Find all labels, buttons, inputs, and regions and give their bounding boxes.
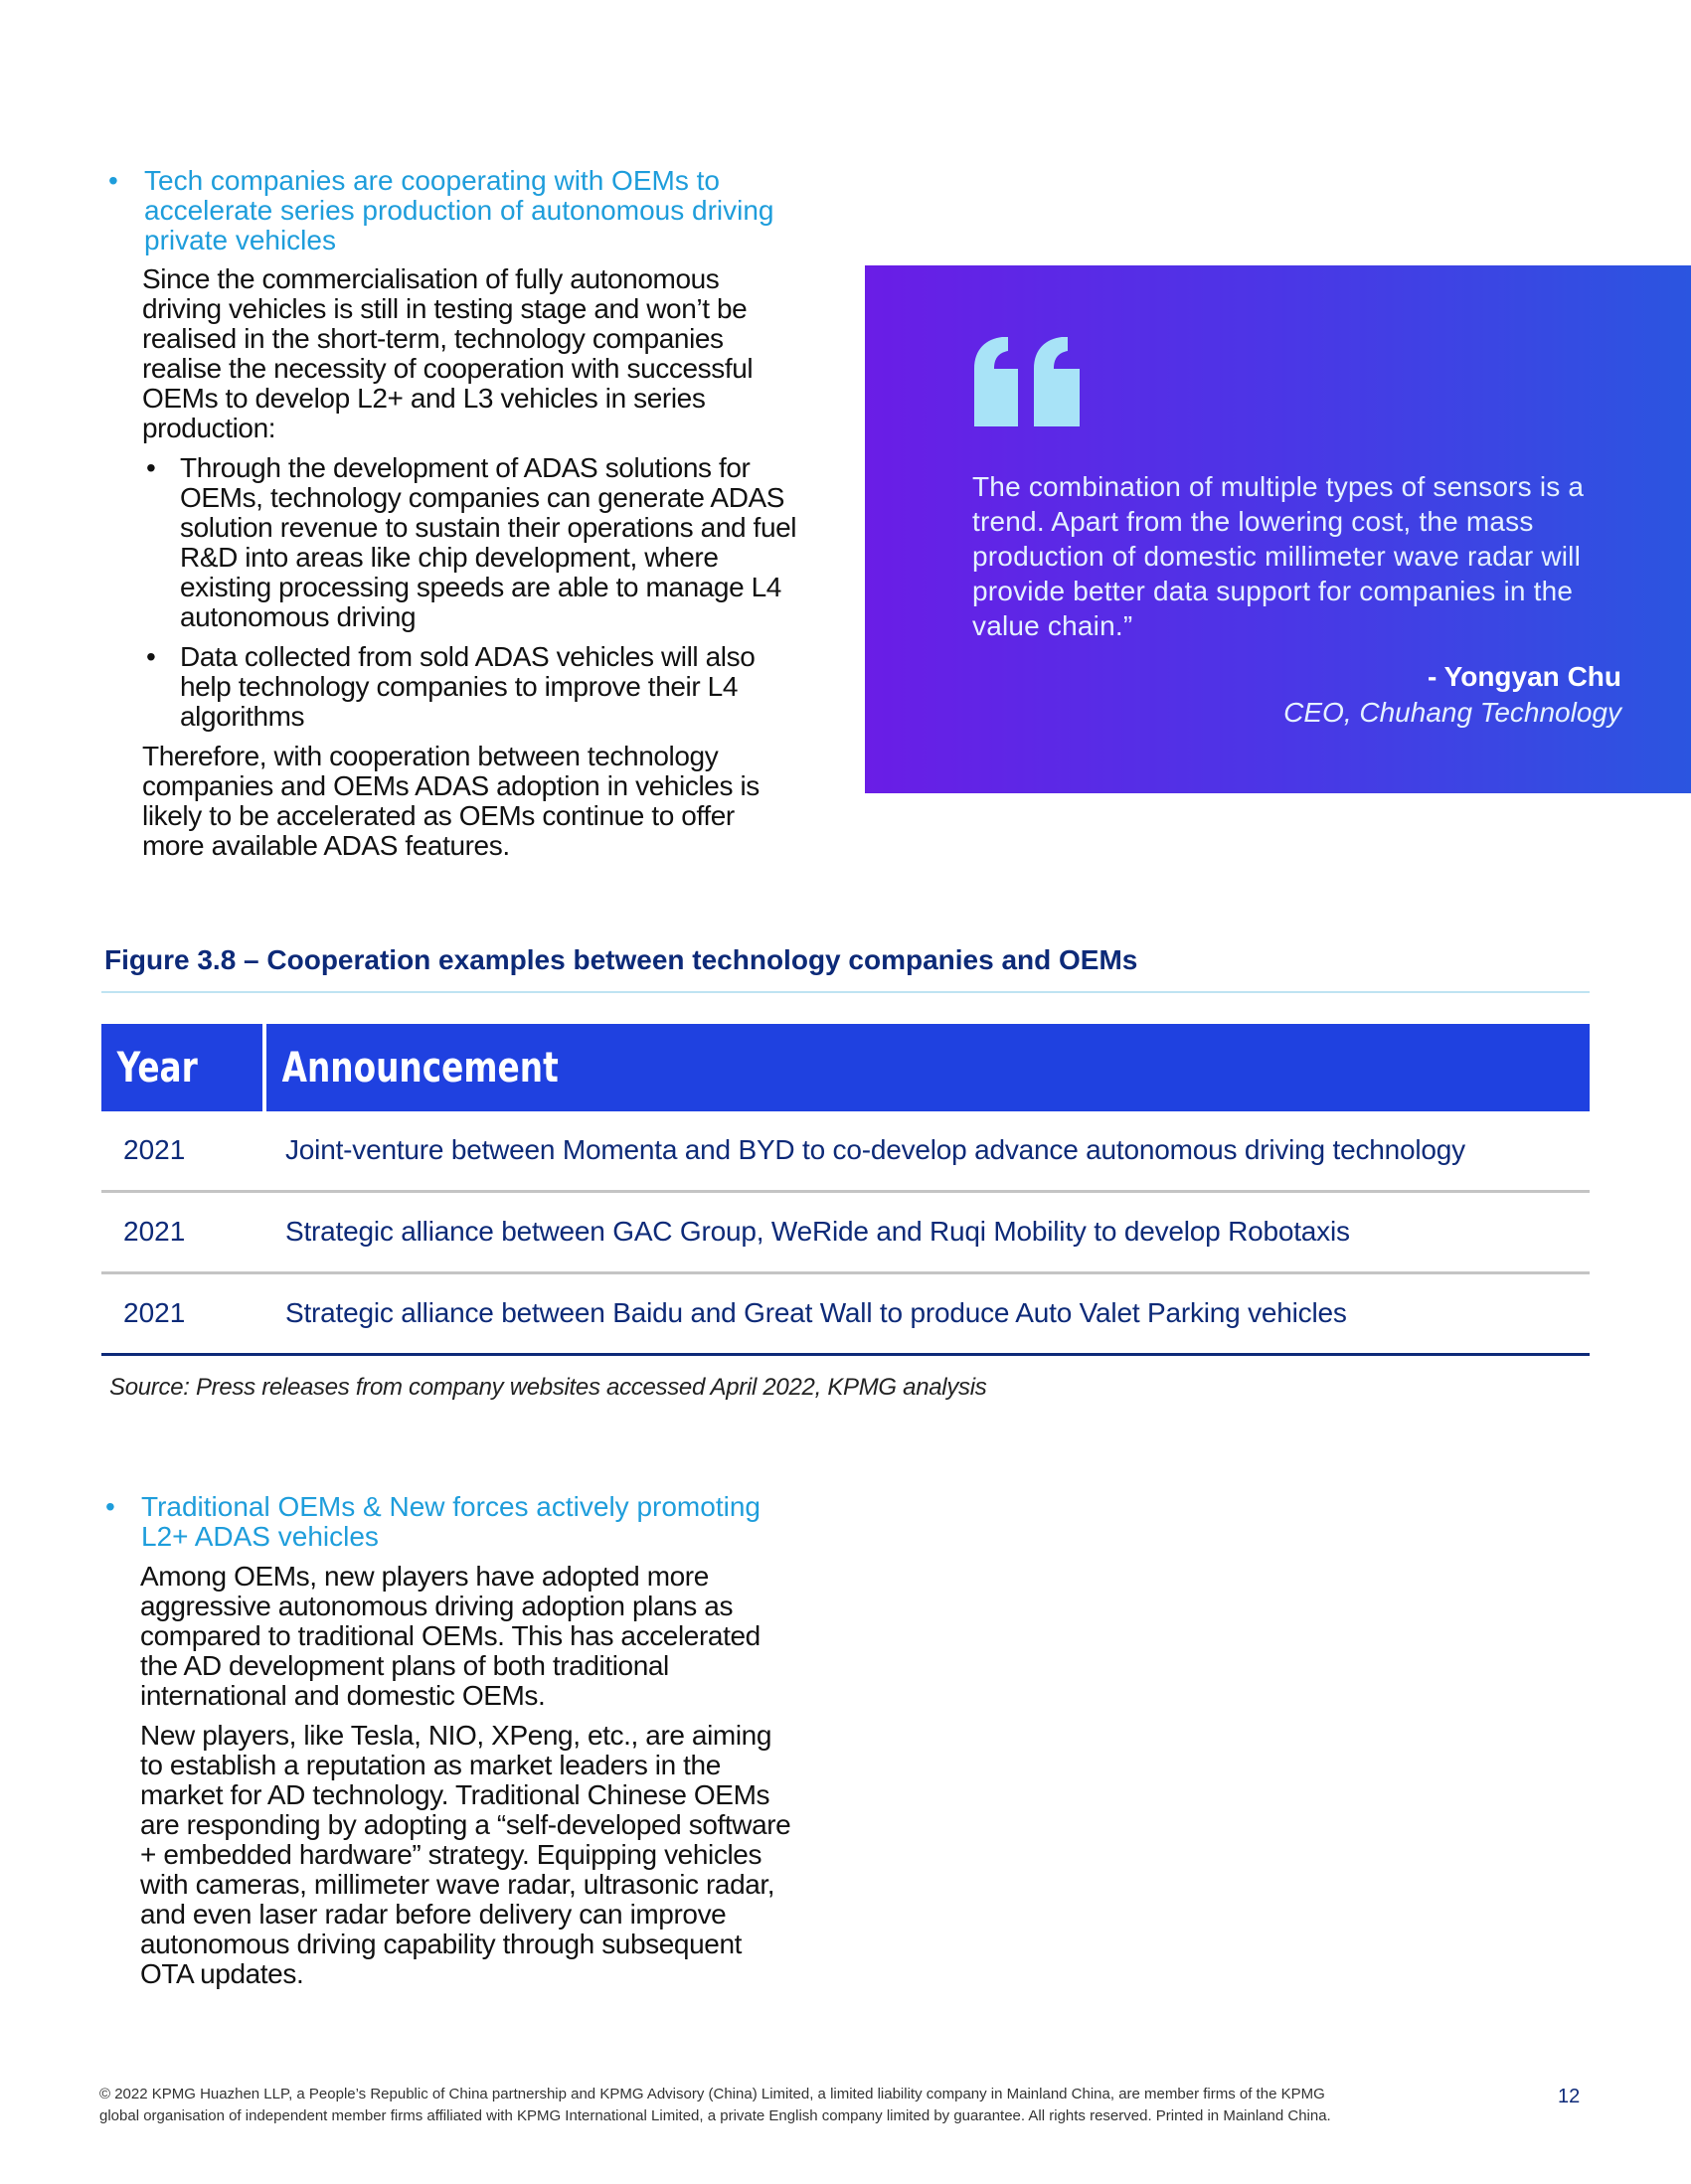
quote-mark-left (974, 337, 1018, 426)
cooperation-table (101, 1024, 1590, 1356)
quote-mark-icon (972, 335, 1082, 426)
section1-heading-text: Tech companies are cooperating with OEMs to accelerate series production of autonomous driving private vehicles (144, 165, 774, 255)
section2-heading-text: Traditional OEMs & New forces actively promoting L2+ ADAS vehicles (141, 1491, 761, 1552)
quote-author-role: CEO, Chuhang Technology (1283, 697, 1621, 728)
table-header (101, 1024, 1590, 1111)
cell-year: 2021 (123, 1297, 186, 1328)
section2-paragraph1: Among OEMs, new players have adopted more aggressive autonomous driving adoption plans as compared to traditional OEMs. This has accelerated the AD development plans of both traditional international and domestic OEMs. (140, 1561, 761, 1711)
quote-box (865, 265, 1691, 793)
header-year: Year (101, 1024, 262, 1111)
figure-divider (101, 991, 1590, 993)
cell-year: 2021 (123, 1134, 186, 1165)
quote-author: - Yongyan Chu (1428, 661, 1621, 692)
cell-announcement: Strategic alliance between Baidu and Great Wall to produce Auto Valet Parking vehicles (285, 1297, 1347, 1328)
footer-copyright (99, 2084, 1511, 2127)
quote-text: The combination of multiple types of sensors is a trend. Apart from the lowering cost, the mass production of domestic millimeter wave radar will provide better data support for companies in the value chain.” (972, 471, 1585, 641)
section1-heading (108, 165, 780, 255)
table-row (101, 1193, 1590, 1274)
section1-body (142, 264, 798, 871)
cell-year: 2021 (123, 1216, 186, 1247)
section1-paragraph2: Therefore, with cooperation between technology companies and OEMs ADAS adoption in vehicles is likely to be accelerated as OEMs continue to offer more available ADAS features. (142, 741, 760, 861)
page-number: 12 (1558, 2086, 1581, 2107)
bullet-dot: • (105, 1491, 115, 1522)
table-row (101, 1274, 1590, 1356)
quote-mark-right (1034, 337, 1080, 426)
footer-line-2: global organisation of independent member firms affiliated with KPMG International Limited, a private English company limited by guarantee. All rights reserved. Printed in Mainland China. (99, 2107, 1331, 2124)
section2-heading (105, 1491, 797, 1552)
figure-title: Figure 3.8 – Cooperation examples between technology companies and OEMs (104, 944, 1138, 975)
bullet-dot: • (108, 165, 118, 196)
footer-line-1: © 2022 KPMG Huazhen LLP, a People’s Republic of China partnership and KPMG Advisory (China) Limited, a limited liability company in Mainland China, are member firms of the KPMG (99, 2086, 1325, 2102)
list-item: • Data collected from sold ADAS vehicles will also help technology companies to improve their L4 algorithms (142, 642, 798, 732)
section2-paragraph2: New players, like Tesla, NIO, XPeng, etc., are aiming to establish a reputation as market leaders in the market for AD technology. Traditional Chinese OEMs are responding by adopting a “self-developed software + embedded hardware” strategy. Equipping vehicles with cameras, millimeter wave radar, ultrasonic radar, and even laser radar before delivery can improve autonomous driving capability through subsequent OTA updates. (140, 1720, 791, 1989)
table-row (101, 1111, 1590, 1193)
cell-announcement: Strategic alliance between GAC Group, WeRide and Ruqi Mobility to develop Robotaxis (285, 1216, 1350, 1247)
section2-body (140, 1562, 796, 1999)
figure-source: Source: Press releases from company websites accessed April 2022, KPMG analysis (109, 1374, 987, 1401)
header-announcement: Announcement (266, 1024, 1590, 1111)
section1-paragraph1: Since the commercialisation of fully autonomous driving vehicles is still in testing stage and won’t be realised in the short-term, technology companies realise the necessity of cooperation with successful OEMs to develop L2+ and L3 vehicles in series production: (142, 263, 754, 443)
cell-announcement: Joint-venture between Momenta and BYD to co-develop advance autonomous driving technology (285, 1134, 1465, 1165)
list-item: • Through the development of ADAS solutions for OEMs, technology companies can generate ADAS solution revenue to sustain their operations and fuel R&D into areas like chip development, where existing processing speeds are able to manage L4 autonomous driving (142, 453, 798, 632)
section1-bullet-list (142, 453, 798, 732)
